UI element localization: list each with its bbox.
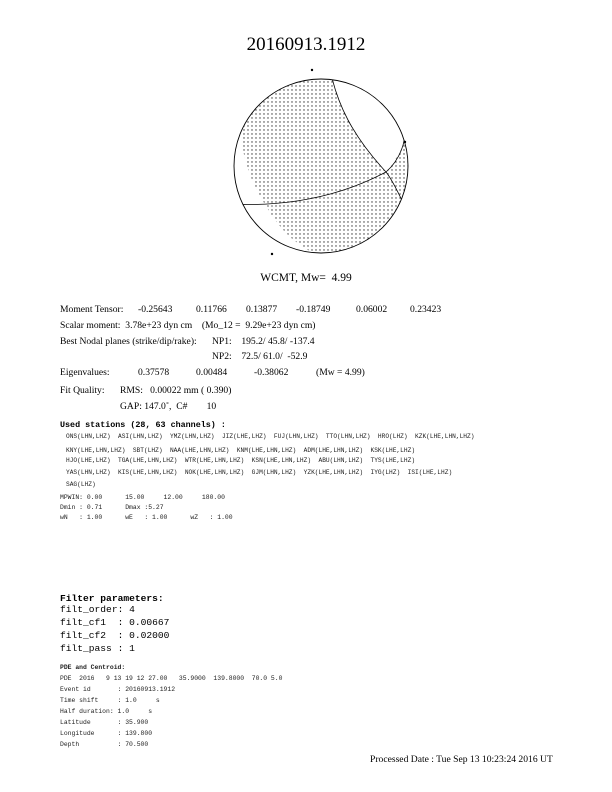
axis-marker [271,253,273,255]
centroid-line: Half duration: 1.0 s [60,708,153,715]
filter-line: filt_cf2 : 0.02000 [60,630,170,641]
stations-heading: Used stations (28, 63 channels) : [60,420,226,430]
filter-line: filt_order: 4 [60,604,135,615]
mt-value: 0.13877 [246,304,278,315]
mt-value: -0.25643 [138,304,173,315]
mt-value: 0.11766 [196,304,227,315]
beachball-diagram [226,64,416,269]
filter-line: filt_pass : 1 [60,643,135,654]
centroid-line: Depth : 70.500 [60,741,149,748]
fit-rms: RMS: 0.00022 mm ( 0.390) [120,385,232,396]
centroid-line: Event id : 20160913.1912 [60,686,176,693]
stations-line: HJO(LHE,LHZ) TGA(LHE,LHN,LHZ) WTR(LHE,LHN,LHZ) KSN(LHE,LHN,LHZ) ABU(LHN,LHZ) TYS(LHE,LHZ) [66,457,416,464]
nodal-plane-1-value: NP1: 195.2/ 45.8/ -137.4 [212,336,315,347]
p-axis-marker [311,69,313,71]
param-line: Dmin : 0.71 Dmax :5.27 [60,504,164,511]
fit-gap: GAP: 147.0˚, C# 10 [120,401,217,412]
t-axis-marker [404,141,406,143]
centroid-line: Latitude : 35.900 [60,719,149,726]
scalar-moment: Scalar moment: 3.78e+23 dyn cm (Mo_12 = 9.29e+23 dyn cm) [60,320,316,331]
mt-value: 0.23423 [410,304,442,315]
nodal-planes-label: Best Nodal planes (strike/dip/rake): [60,336,197,347]
page-title: 20160913.1912 [246,34,366,55]
filter-line: filt_cf1 : 0.00667 [60,617,170,628]
centroid-line: PDE 2016 9 13 19 12 27.00 35.9000 139.8000 70.0 5.0 [60,675,283,682]
centroid-heading: PDE and Centroid: [60,664,126,671]
eigenvalue: 0.37578 [138,367,170,378]
eigenvalues-label: Eigenvalues: [60,367,110,378]
param-line: wN : 1.00 wE : 1.00 wZ : 1.00 [60,514,233,521]
moment-magnitude: (Mw = 4.99) [316,367,365,378]
filter-heading: Filter parameters: [60,593,164,604]
stations-line: SAG(LHZ) [66,481,96,488]
fit-quality-label: Fit Quality: [60,385,105,396]
stations-line: KNY(LHE,LHN,LHZ) SBT(LHZ) NAA(LHE,LHN,LHZ) KNM(LHE,LHN,LHZ) ADM(LHE,LHN,LHZ) KSK(LHE,LHZ) [66,447,416,454]
mt-value: 0.06002 [356,304,388,315]
moment-tensor-label: Moment Tensor: [60,304,124,315]
beachball-caption: WCMT, Mw= 4.99 [260,272,352,284]
stations-line: YAS(LHN,LHZ) KIS(LHE,LHN,LHZ) NOK(LHE,LHN,LHZ) GJM(LHN,LHZ) YZK(LHE,LHN,LHZ) IYG(LHZ) ISI(LHE,LHZ) [66,469,453,476]
mt-value: -0.18749 [296,304,331,315]
param-line: MPWIN: 0.00 15.00 12.00 180.00 [60,494,225,501]
nodal-plane-2-value: NP2: 72.5/ 61.0/ -52.9 [212,351,308,362]
eigenvalue: 0.00484 [196,367,228,378]
processed-date: Processed Date : Tue Sep 13 10:23:24 2016 UT [370,754,553,765]
centroid-line: Time shift : 1.0 s [60,697,160,704]
centroid-line: Longitude : 139.800 [60,730,153,737]
eigenvalue: -0.38062 [254,367,289,378]
stations-line: ONS(LHN,LHZ) ASI(LHN,LHZ) YMZ(LHN,LHZ) JIZ(LHE,LHZ) FUJ(LHN,LHZ) TTO(LHN,LHZ) HRO(LHZ) KZK(LHE,LHN,LHZ) [66,433,475,440]
